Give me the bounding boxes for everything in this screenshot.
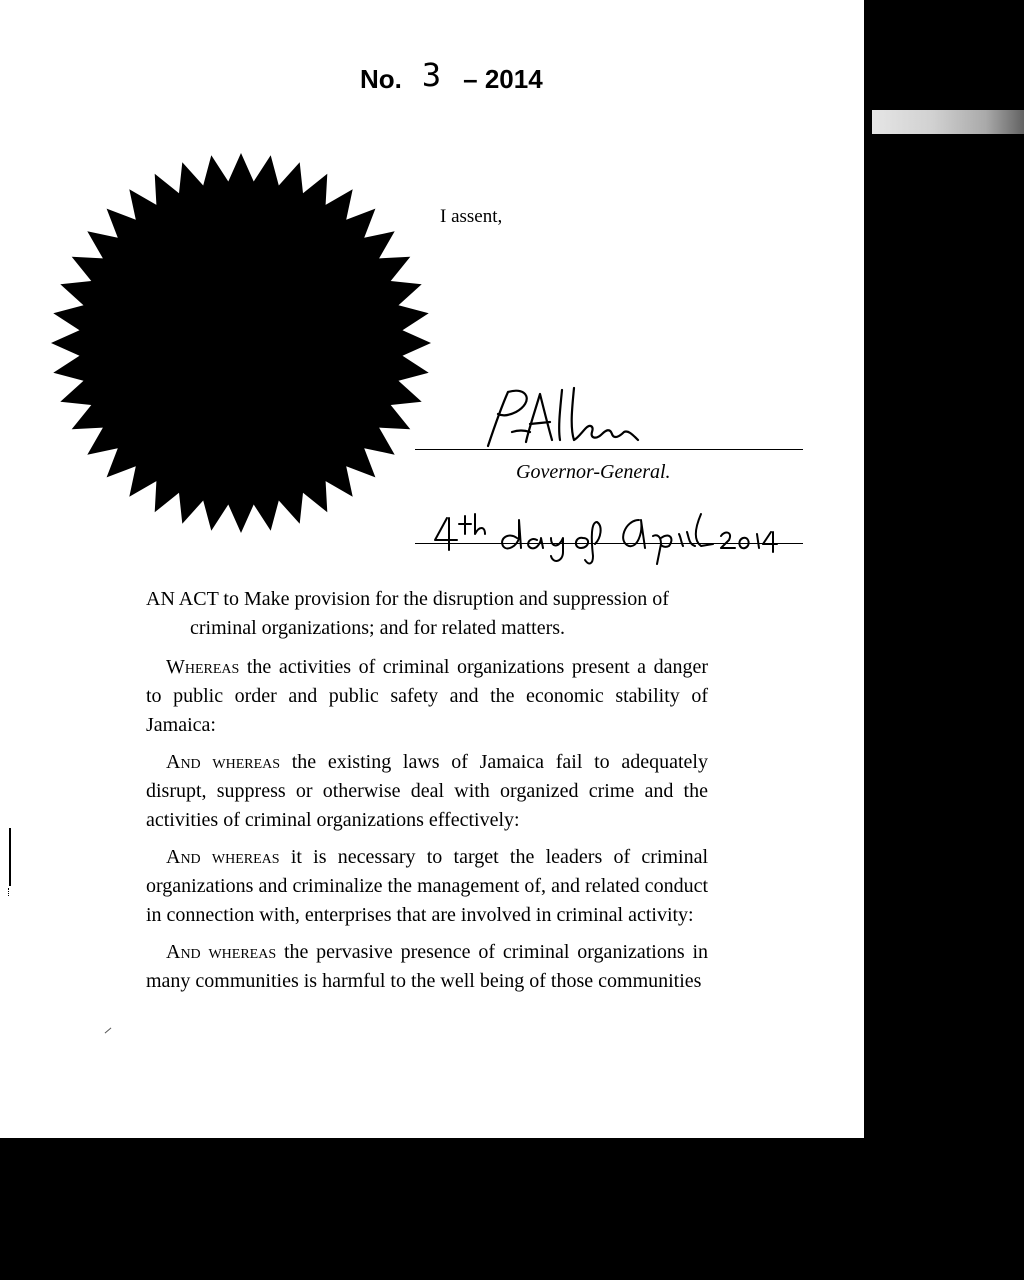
signature-line — [415, 449, 803, 450]
act-year: – 2014 — [463, 64, 543, 94]
preamble-lead: Whereas — [166, 656, 240, 678]
margin-dots — [8, 888, 12, 896]
preamble-paragraph-4 — [146, 938, 708, 996]
preamble-lead: And whereas — [166, 751, 281, 773]
act-number-header — [360, 58, 543, 96]
preamble-lead: And whereas — [166, 846, 280, 868]
preamble-text: it is necessary to target the leaders of criminal organizations and criminalize the management of, and related conduct in connection with, enterprises that are involved in criminal activity: — [146, 846, 709, 926]
preamble-text: the existing laws of Jamaica fail to adequately disrupt, suppress or otherwise deal with organized crime and the activities of criminal organizations effectively: — [146, 751, 708, 831]
signatory-title: Governor-General. — [516, 461, 671, 483]
scan-artifact-strip — [872, 110, 1024, 134]
assent-text: I assent, — [440, 206, 503, 227]
act-body — [146, 585, 708, 1004]
no-label: No. — [360, 64, 402, 94]
preamble-paragraph-1 — [146, 653, 708, 740]
preamble-text: the pervasive presence of criminal organizations in many communities is harmful to the well being of those communities — [146, 941, 709, 992]
handwritten-assent-date — [425, 508, 805, 566]
preamble-paragraph-3 — [146, 843, 708, 930]
date-line — [415, 543, 803, 544]
scan-artifact — [105, 1028, 112, 1034]
preamble-text: the activities of criminal organizations present a danger to public order and public safety and the economic stability of Jamaica: — [146, 656, 708, 736]
act-number: 3 — [421, 56, 442, 94]
margin-mark — [9, 828, 11, 886]
act-title: AN ACT to Make provision for the disruption and suppression of criminal organizations; and for related matters. — [146, 588, 669, 639]
preamble-paragraph-2 — [146, 748, 708, 835]
preamble-lead: And whereas — [166, 941, 277, 963]
governor-general-signature — [478, 380, 648, 450]
starburst-seal-icon — [48, 150, 434, 536]
